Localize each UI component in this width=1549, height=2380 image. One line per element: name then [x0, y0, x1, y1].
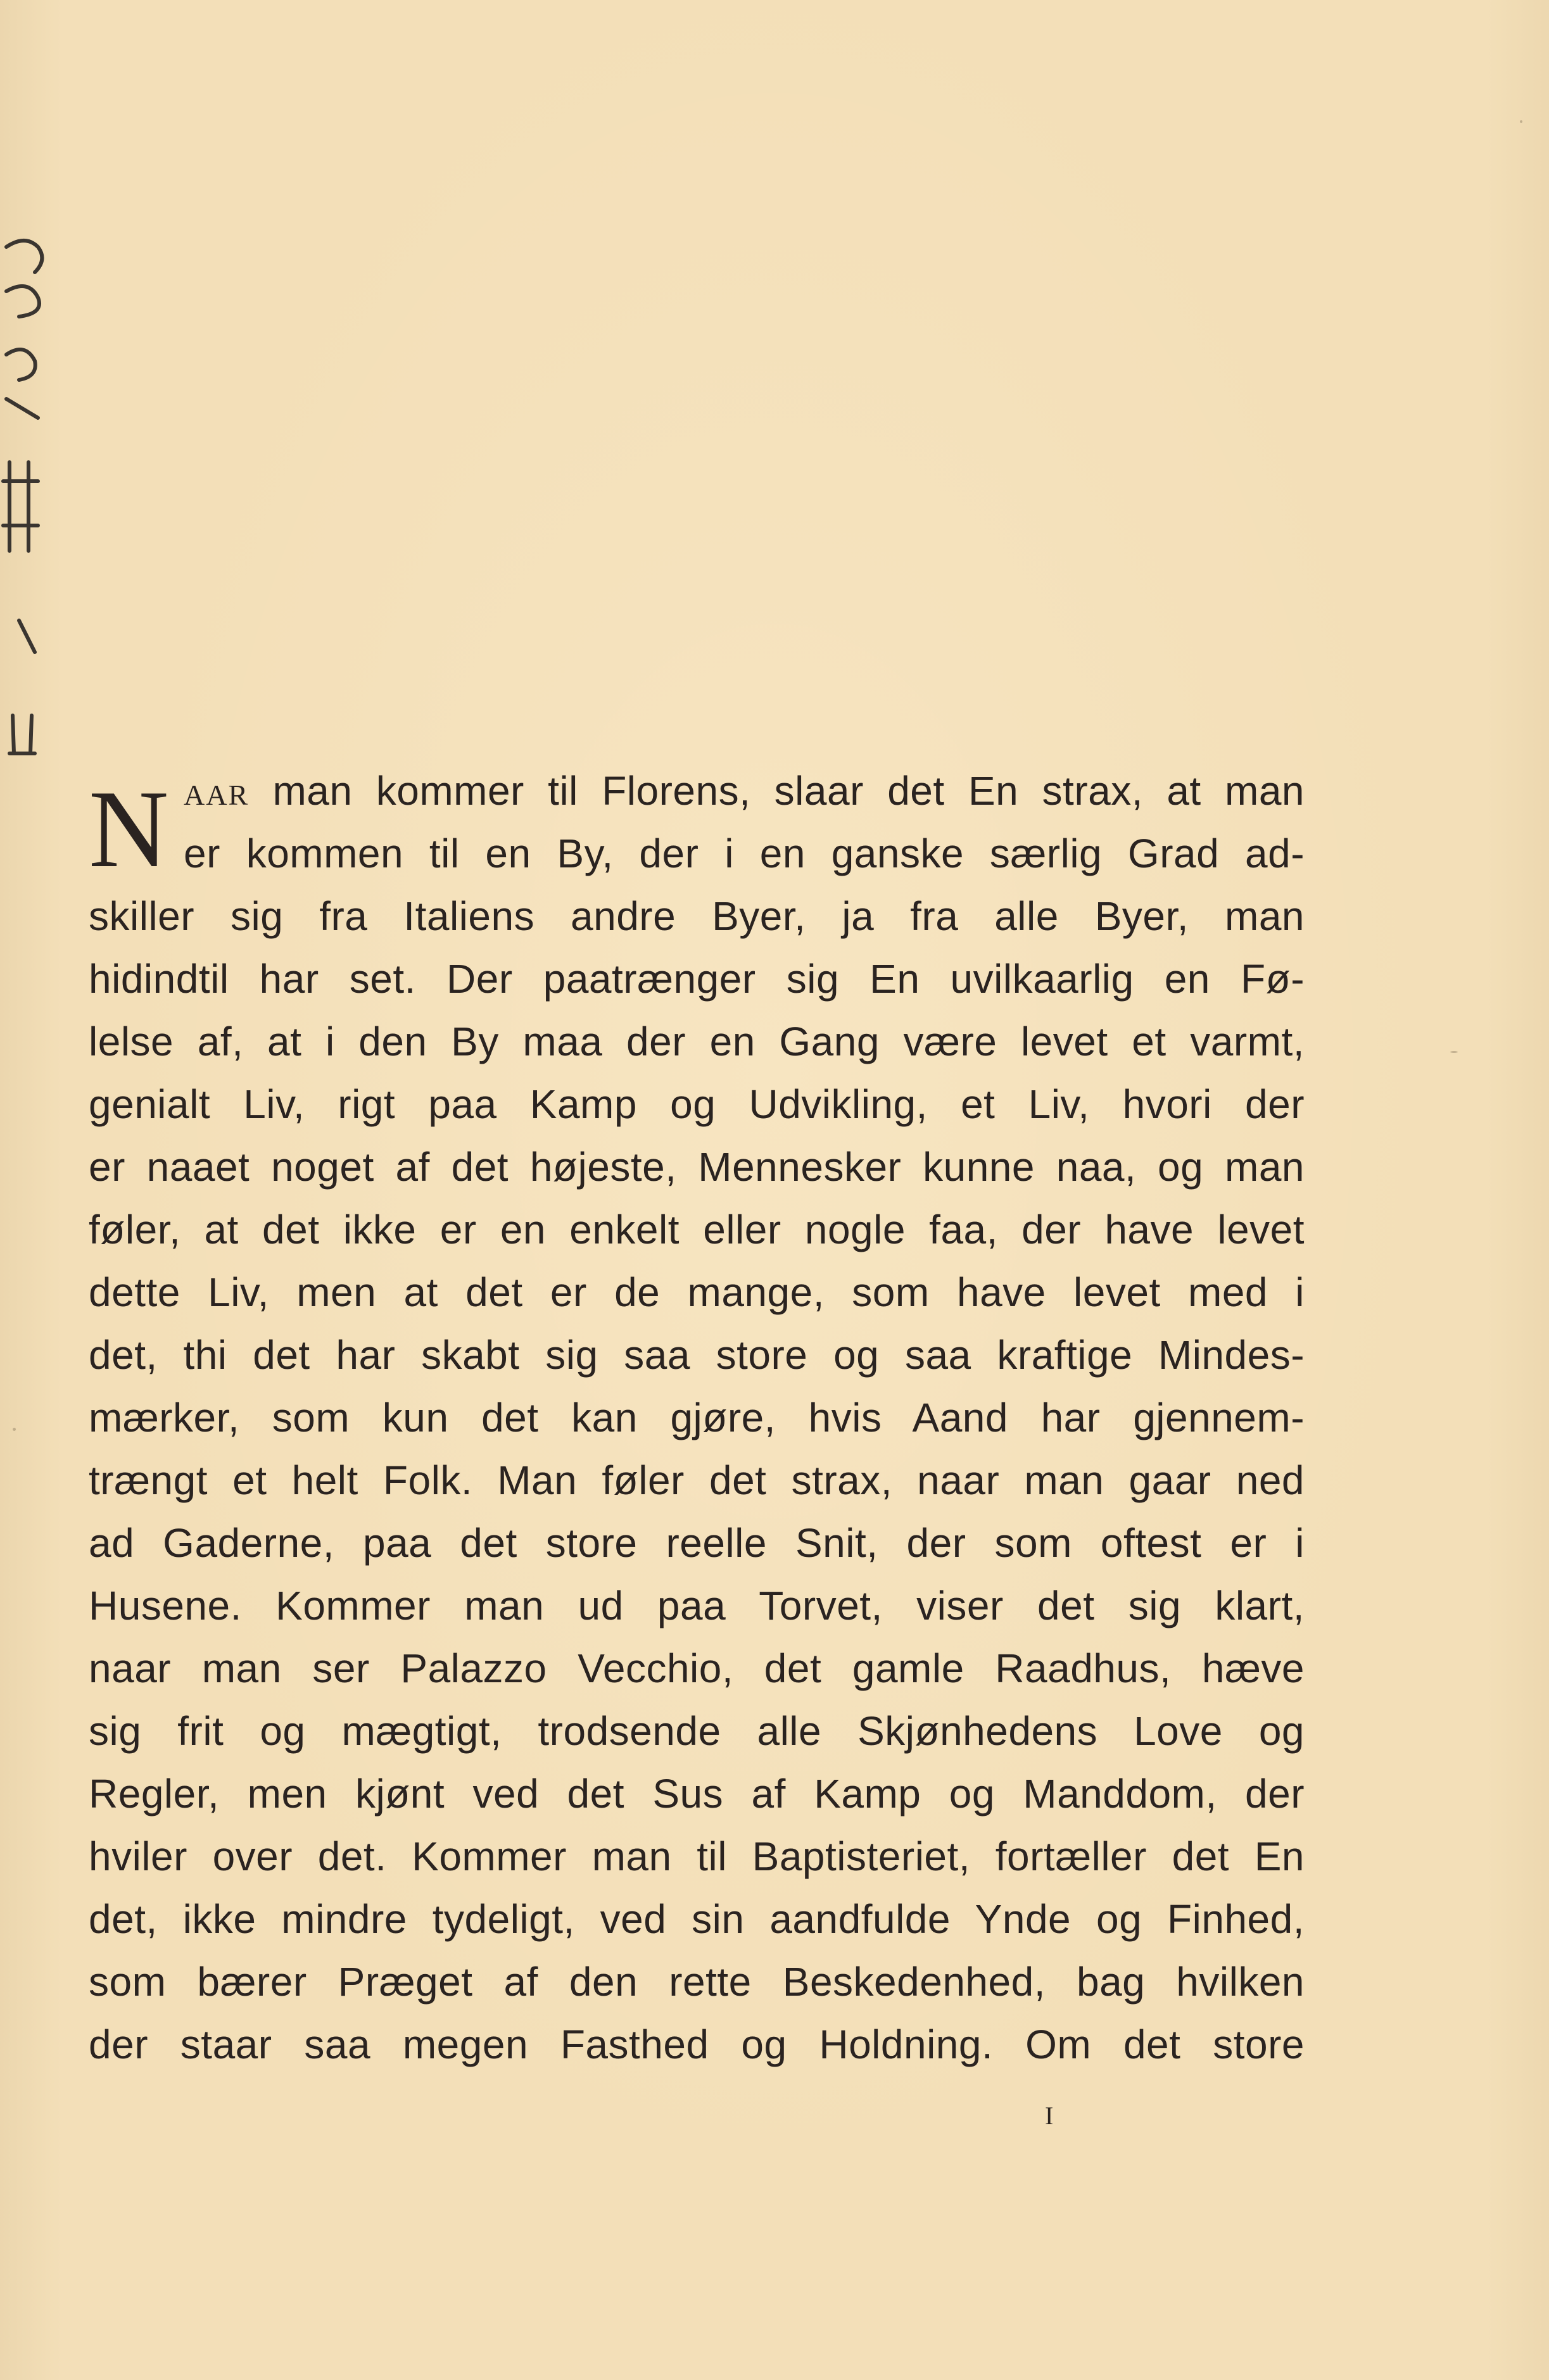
- body-text: [89, 760, 1305, 2076]
- paper-speck: [13, 1428, 16, 1431]
- text-line-16: sig frit og mægtigt, trodsende alle Skjønhedens Love og: [89, 1708, 1305, 1754]
- text-line-3: skiller sig fra Italiens andre Byer, ja fra alle Byer, man: [89, 893, 1305, 939]
- text-line-17: Regler, men kjønt ved det Sus af Kamp og Manddom, der: [89, 1771, 1305, 1816]
- handwritten-margin-marks: [0, 209, 70, 766]
- text-line-10: det, thi det har skabt sig saa store og saa kraftige Mindes-: [89, 1332, 1305, 1378]
- text-line-4: hidindtil har set. Der paatrænger sig En uvilkaarlig en Fø-: [89, 956, 1305, 1002]
- paper-speck: [1520, 120, 1522, 123]
- drop-cap: N: [89, 767, 169, 890]
- text-line-12: trængt et helt Folk. Man føler det strax, naar man gaar ned: [89, 1458, 1305, 1503]
- line-text: man kommer til Florens, slaar det En strax, at man: [272, 768, 1305, 814]
- text-line-13: ad Gaderne, paa det store reelle Snit, der som oftest er i: [89, 1520, 1305, 1566]
- text-line-1: [184, 760, 1305, 822]
- paper-speck: [1450, 1051, 1458, 1053]
- page-number: I: [1045, 2101, 1054, 2130]
- text-line-9: dette Liv, men at det er de mange, som have levet med i: [89, 1269, 1305, 1315]
- text-line-11: mærker, som kun det kan gjøre, hvis Aand har gjennem-: [89, 1395, 1305, 1440]
- text-line-20: som bærer Præget af den rette Beskedenhed, bag hvilken: [89, 1959, 1305, 2005]
- text-line-18: hviler over det. Kommer man til Baptisteriet, fortæller det En: [89, 1834, 1305, 1879]
- text-line-15: naar man ser Palazzo Vecchio, det gamle Raadhus, hæve: [89, 1646, 1305, 1691]
- text-line-6: genialt Liv, rigt paa Kamp og Udvikling, et Liv, hvori der: [89, 1081, 1305, 1127]
- text-line-2: er kommen til en By, der i en ganske særlig Grad ad-: [184, 831, 1305, 876]
- text-line-8: føler, at det ikke er en enkelt eller nogle faa, der have levet: [89, 1207, 1305, 1252]
- text-line-7: er naaet noget af det højeste, Mennesker kunne naa, og man: [89, 1144, 1305, 1190]
- text-line-21: der staar saa megen Fasthed og Holdning. Om det store: [89, 2022, 1305, 2067]
- text-line-5: lelse af, at i den By maa der en Gang være levet et varmt,: [89, 1019, 1305, 1064]
- first-word-small-caps: AAR: [184, 779, 250, 811]
- text-line-19: det, ikke mindre tydeligt, ved sin aandfulde Ynde og Finhed,: [89, 1896, 1305, 1942]
- text-line-14: Husene. Kommer man ud paa Torvet, viser det sig klart,: [89, 1583, 1305, 1628]
